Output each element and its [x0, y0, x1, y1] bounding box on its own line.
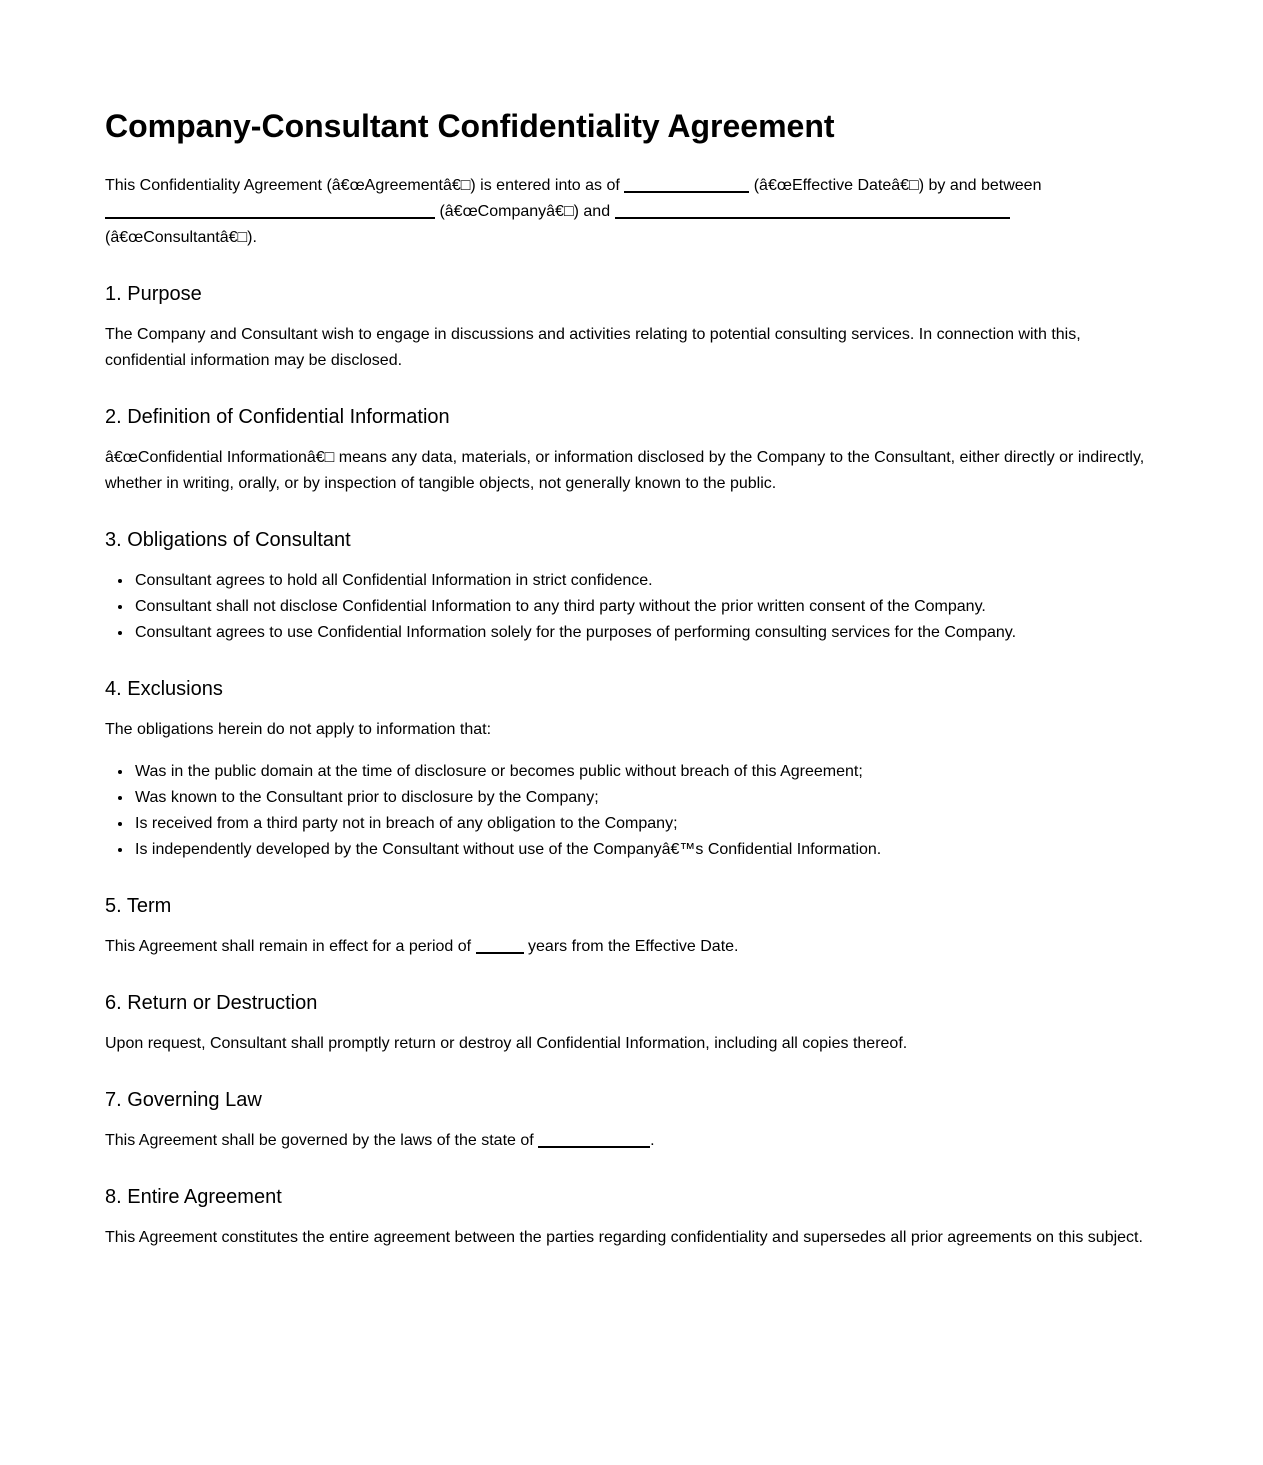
blank-effective-date — [624, 179, 749, 193]
blank-company-name — [105, 205, 435, 219]
section-paragraph-entire-agreement: This Agreement constitutes the entire agreement between the parties regarding confidentiality and supersedes all prior agreements on this subject. — [105, 1229, 1143, 1246]
term-text-after: years from the Effective Date. — [528, 938, 739, 955]
blank-term-years — [476, 940, 524, 954]
intro-text-3: (â€œCompanyâ€□) and — [439, 203, 611, 220]
section-obligations — [105, 529, 1158, 646]
term-text-before: This Agreement shall remain in effect for a period of — [105, 938, 472, 955]
exclusions-list — [105, 759, 1158, 863]
blank-governing-state — [538, 1134, 650, 1148]
law-text-before: This Agreement shall be governed by the laws of the state of — [105, 1132, 534, 1149]
section-entire-agreement — [105, 1186, 1158, 1251]
section-return-or-destruction — [105, 992, 1158, 1057]
list-item: • Is independently developed by the Consultant without use of the Companyâ€™s Confidential Information. — [133, 837, 1158, 863]
section-purpose — [105, 283, 1158, 374]
section-paragraph-term — [105, 934, 1158, 960]
section-heading-obligations: 3. Obligations of Consultant — [105, 529, 351, 551]
section-paragraph-governing-law — [105, 1128, 1158, 1154]
blank-consultant-name — [615, 205, 1010, 219]
section-heading-purpose: 1. Purpose — [105, 283, 202, 305]
law-text-after: . — [650, 1132, 655, 1149]
section-heading-governing-law: 7. Governing Law — [105, 1089, 262, 1111]
list-item: • Was known to the Consultant prior to disclosure by the Company; — [133, 785, 1158, 811]
section-exclusions — [105, 678, 1158, 863]
section-heading-term: 5. Term — [105, 895, 172, 917]
section-paragraph-return: Upon request, Consultant shall promptly return or destroy all Confidential Information, including all copies thereof. — [105, 1035, 908, 1052]
intro-paragraph — [105, 173, 1158, 251]
list-item: • Is received from a third party not in breach of any obligation to the Company; — [133, 811, 1158, 837]
section-paragraph-exclusions: The obligations herein do not apply to information that: — [105, 721, 492, 738]
list-item: • Consultant agrees to hold all Confidential Information in strict confidence. — [133, 568, 1158, 594]
obligations-list — [105, 568, 1158, 646]
section-term — [105, 895, 1158, 960]
list-item: • Consultant shall not disclose Confidential Information to any third party without the prior written consent of the Company. — [133, 594, 1158, 620]
section-heading-entire-agreement: 8. Entire Agreement — [105, 1186, 282, 1208]
section-heading-return: 6. Return or Destruction — [105, 992, 318, 1014]
section-paragraph-definition: â€œConfidential Informationâ€□ means any data, materials, or information disclosed by the Company to the Consultant, either directly or indirectly, whether in writing, orally, or by inspection of tangible objects, not generally known to the public. — [105, 449, 1145, 492]
list-item: • Was in the public domain at the time of disclosure or becomes public without breach of this Agreement; — [133, 759, 1158, 785]
section-paragraph-purpose: The Company and Consultant wish to engage in discussions and activities relating to potential consulting services. In connection with this, confidential information may be disclosed. — [105, 326, 1081, 369]
section-governing-law — [105, 1089, 1158, 1154]
intro-text-4: (â€œConsultantâ€□). — [105, 229, 257, 246]
intro-text-1: This Confidentiality Agreement (â€œAgreementâ€□) is entered into as of — [105, 177, 620, 194]
intro-text-2: (â€œEffective Dateâ€□) by and between — [753, 177, 1042, 194]
section-heading-definition: 2. Definition of Confidential Information — [105, 406, 450, 428]
section-definition — [105, 406, 1158, 497]
document-title: Company-Consultant Confidentiality Agreement — [105, 108, 835, 144]
list-item: • Consultant agrees to use Confidential Information solely for the purposes of performing consulting services for the Company. — [133, 620, 1158, 646]
section-heading-exclusions: 4. Exclusions — [105, 678, 223, 700]
